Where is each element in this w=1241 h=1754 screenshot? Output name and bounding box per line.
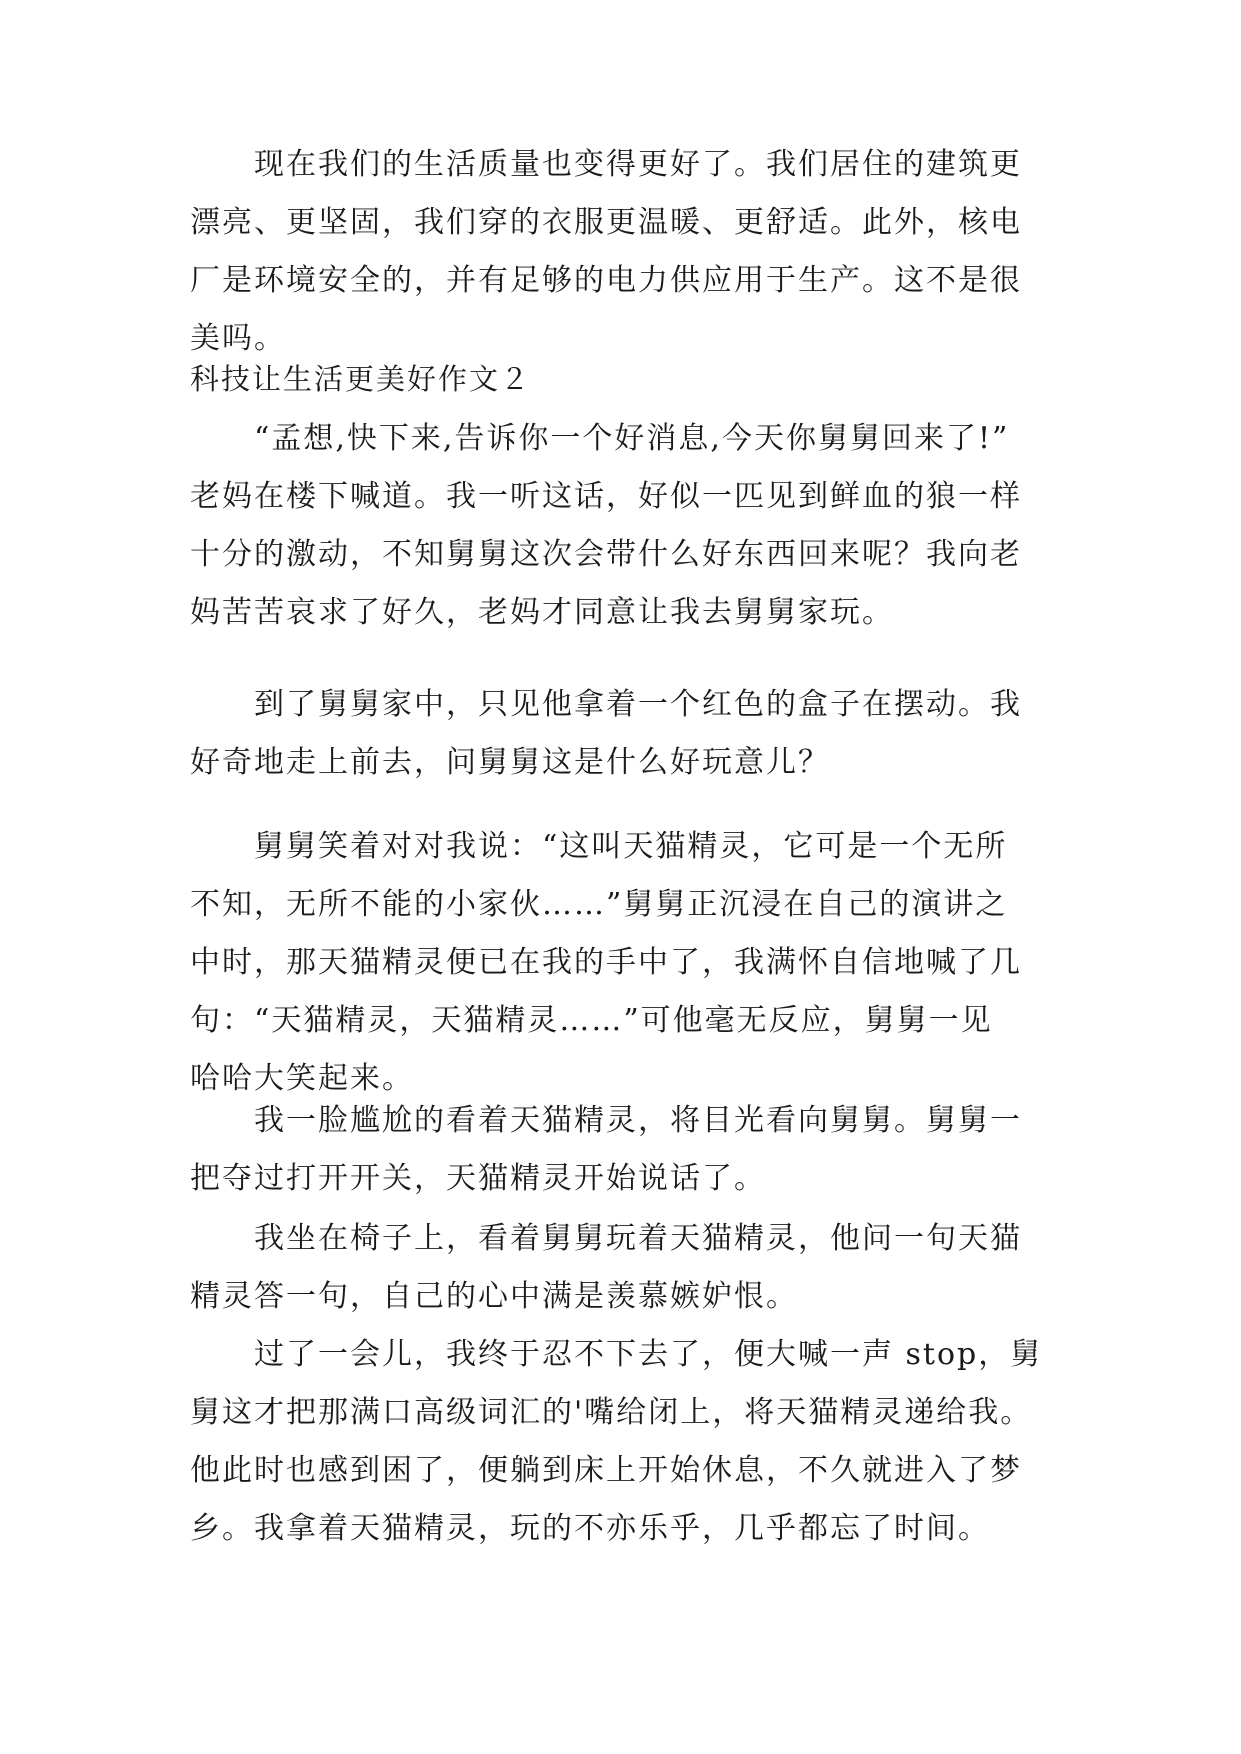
paragraph-story-5 [190, 1210, 1060, 1326]
text-line: 舅舅笑着对对我说：“这叫天猫精灵，它可是一个无所 [254, 829, 1008, 864]
text-line: 把夺过打开开关，天猫精灵开始说话了。 [190, 1161, 766, 1196]
text-line: 精灵答一句，自己的心中满是羡慕嫉妒恨。 [190, 1279, 798, 1314]
text-line: 妈苦苦哀求了好久，老妈才同意让我去舅舅家玩。 [190, 595, 894, 630]
text-line: 十分的激动，不知舅舅这次会带什么好东西回来呢？我向老 [190, 537, 1022, 572]
text-line: 厂是环境安全的，并有足够的电力供应用于生产。这不是很 [190, 263, 1022, 298]
text-line: “孟想,快下来,告诉你一个好消息,今天你舅舅回来了!” [254, 421, 1010, 456]
paragraph-story-1 [190, 410, 1060, 642]
text-line: 乡。我拿着天猫精灵，玩的不亦乐乎，几乎都忘了时间。 [190, 1511, 990, 1546]
text-line: 舅这才把那满口高级词汇的'嘴给闭上，将天猫精灵递给我。 [190, 1395, 1033, 1430]
text-line: 中时，那天猫精灵便已在我的手中了，我满怀自信地喊了几 [190, 945, 1022, 980]
text-line: 我一脸尴尬的看着天猫精灵，将目光看向舅舅。舅舅一 [254, 1103, 1022, 1138]
text-line: 美吗。 [190, 321, 286, 356]
paragraph-story-4 [190, 1092, 1060, 1208]
paragraph-story-6 [190, 1326, 1060, 1558]
text-line: 到了舅舅家中，只见他拿着一个红色的盒子在摆动。我 [254, 687, 1022, 722]
text-line: 好奇地走上前去，问舅舅这是什么好玩意儿？ [190, 745, 830, 780]
text-line: 过了一会儿，我终于忍不下去了，便大喊一声 stop，舅 [254, 1337, 1043, 1372]
text-line: 漂亮、更坚固，我们穿的衣服更温暖、更舒适。此外，核电 [190, 205, 1022, 240]
text-line: 现在我们的生活质量也变得更好了。我们居住的建筑更 [254, 147, 1022, 182]
paragraph-story-3 [190, 818, 1060, 1108]
essay-heading: 科技让生活更美好作文２ [190, 362, 532, 396]
paragraph-intro [190, 136, 1060, 368]
paragraph-story-2 [190, 676, 1060, 792]
text-line: 哈哈大笑起来。 [190, 1061, 414, 1096]
text-line: 老妈在楼下喊道。我一听这话，好似一匹见到鲜血的狼一样 [190, 479, 1022, 514]
text-line: 他此时也感到困了，便躺到床上开始休息，不久就进入了梦 [190, 1453, 1022, 1488]
text-line: 不知，无所不能的小家伙……”舅舅正沉浸在自己的演讲之 [190, 887, 1008, 922]
text-line: 句：“天猫精灵，天猫精灵……”可他毫无反应，舅舅一见 [190, 1003, 993, 1038]
text-line: 我坐在椅子上，看着舅舅玩着天猫精灵，他问一句天猫 [254, 1221, 1022, 1256]
